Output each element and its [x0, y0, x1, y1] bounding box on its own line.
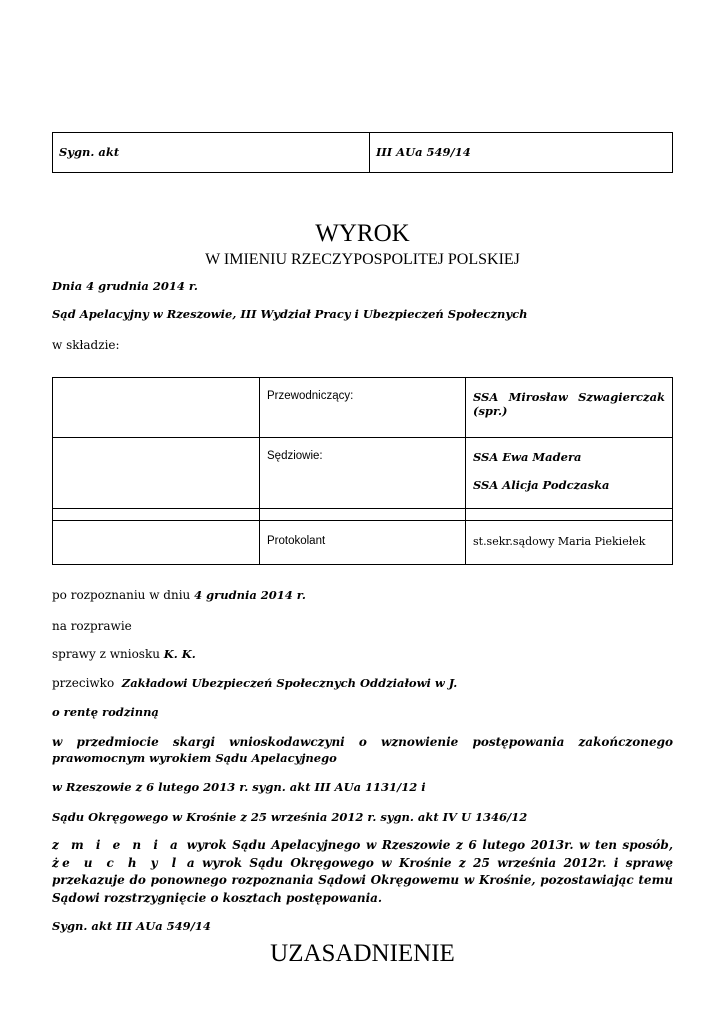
appeal-reference: w Rzeszowie z 6 lutego 2013 r. sygn. akt III AUa 1131/12 i: [52, 780, 426, 794]
judgment-title: WYROK: [315, 220, 410, 247]
bench-table: [52, 377, 673, 565]
presiding-label: Przewodniczący:: [260, 378, 466, 438]
judgment-subtitle: W IMIENIU RZECZYPOSPOLITEJ POLSKIEJ: [205, 251, 520, 268]
heard-line: [52, 588, 306, 602]
judge-name: SSA Ewa Madera: [473, 450, 582, 464]
case-line: [52, 647, 196, 661]
bench-spacer-cell: [53, 509, 260, 521]
matter-line-2: prawomocnym wyrokiem Sądu Apelacyjnego: [52, 751, 337, 765]
hearing-line: na rozprawie: [52, 619, 132, 633]
bench-empty-cell: [53, 378, 260, 438]
against-line: [52, 676, 457, 690]
heard-date: 4 grudnia 2014 r.: [194, 588, 306, 602]
composition-label: w składzie:: [52, 338, 120, 352]
justification-title: UZASADNIENIE: [270, 940, 455, 967]
signature-label: Sygn. akt: [53, 133, 370, 173]
ruling-text-2: a wyrok Sądu Okręgowego w Krośnie z 25 września 2012r. i sprawę przekazuje do ponownego rozpoznania Sądowi Okręgowemu w Krośnie, pozostawiając temu Sądowi rozstrzygnięcie o kosztach postępowania.: [52, 855, 674, 905]
signature-value: III AUa 549/14: [370, 133, 673, 173]
bench-spacer-cell: [260, 509, 466, 521]
matter-line-1: w przedmiocie skargi wnioskodawczyni o wznowienie postępowania zakończonego: [52, 735, 673, 749]
clerk-label: Protokolant: [260, 521, 466, 565]
applicant: K. K.: [163, 647, 196, 661]
ruling-text-1: wyrok Sądu Apelacyjnego w Rzeszowie z 6 lutego 2013r. w ten sposób,: [181, 838, 673, 852]
against-prefix: przeciwko: [52, 676, 122, 690]
footer-signature: Sygn. akt III AUa 549/14: [52, 919, 211, 933]
ruling-paragraph: [52, 837, 673, 907]
clerk-value: st.sekr.sądowy Maria Piekiełek: [466, 521, 673, 565]
ruling-verb-revoke: że u c h y l: [52, 855, 180, 870]
presiding-judge-name: SSA Mirosław Szwagierczak: [473, 390, 665, 404]
district-reference: Sądu Okręgowego w Krośnie z 25 września 2012 r. sygn. akt IV U 1346/12: [52, 810, 528, 824]
subject-line: o rentę rodzinną: [52, 705, 159, 719]
signature-table: [52, 132, 673, 173]
date-line: Dnia 4 grudnia 2014 r.: [52, 279, 198, 293]
bench-empty-cell: [53, 438, 260, 509]
respondent: Zakładowi Ubezpieczeń Społecznych Oddziałowi w J.: [121, 676, 458, 690]
court-line: Sąd Apelacyjny w Rzeszowie, III Wydział Pracy i Ubezpieczeń Społecznych: [52, 307, 528, 321]
ruling-verb-change: z m i e n i a: [52, 838, 182, 852]
judge-name: SSA Alicja Podczaska: [473, 478, 610, 492]
heard-prefix: po rozpoznaniu w dniu: [52, 588, 195, 602]
presiding-judge: [466, 378, 673, 438]
judges-list: [466, 438, 673, 509]
judges-label: Sędziowie:: [260, 438, 466, 509]
bench-spacer-cell: [466, 509, 673, 521]
bench-empty-cell: [53, 521, 260, 565]
presiding-judge-note: (spr.): [473, 404, 508, 418]
case-prefix: sprawy z wniosku: [52, 647, 164, 661]
